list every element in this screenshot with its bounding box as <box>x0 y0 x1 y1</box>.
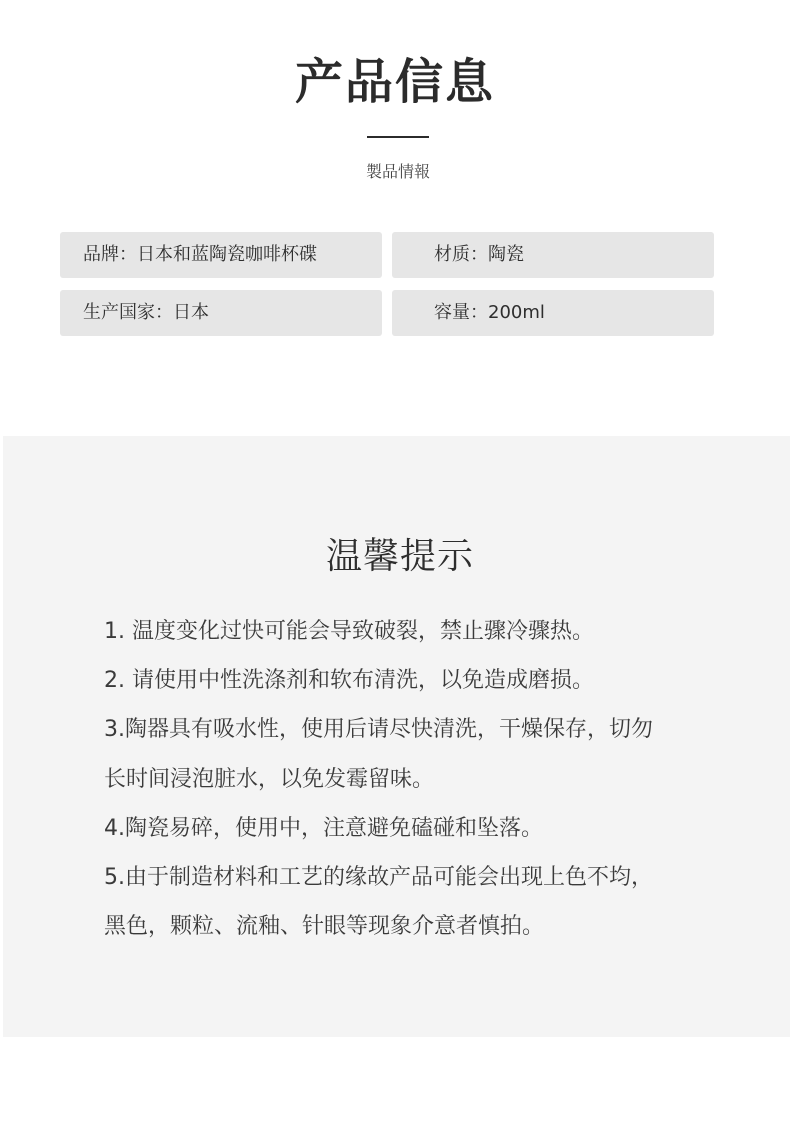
notice-line: 2. 请使用中性洗涤剂和软布清洗，以免造成磨损。 <box>104 668 594 694</box>
notice-line: 长时间浸泡脏水，以免发霉留味。 <box>104 766 435 792</box>
spec-capacity: 容量：200ml <box>392 290 714 336</box>
page-subtitle: 製品情報 <box>365 162 430 181</box>
notice-line: 3.陶器具有吸水性，使用后请尽快清洗，干燥保存，切勿 <box>104 717 653 743</box>
spec-brand: 品牌：日本和蓝陶瓷咖啡杯碟 <box>60 232 382 278</box>
notice-line: 5.由于制造材料和工艺的缘故产品可能会出现上色不均， <box>104 865 653 891</box>
notice-list <box>104 607 704 951</box>
spec-material: 材质：陶瓷 <box>392 232 714 278</box>
spec-origin: 生产国家：日本 <box>60 290 382 336</box>
notice-panel <box>3 436 790 1037</box>
notice-title: 温馨提示 <box>325 536 474 577</box>
page-title: 产品信息 <box>294 54 495 110</box>
notice-line: 1. 温度变化过快可能会导致破裂，禁止骤冷骤热。 <box>104 619 594 644</box>
title-divider <box>367 136 429 138</box>
notice-line: 4.陶瓷易碎，使用中，注意避免磕碰和坠落。 <box>104 815 543 841</box>
notice-line: 黑色，颗粒、流釉、针眼等现象介意者慎拍。 <box>104 914 545 940</box>
